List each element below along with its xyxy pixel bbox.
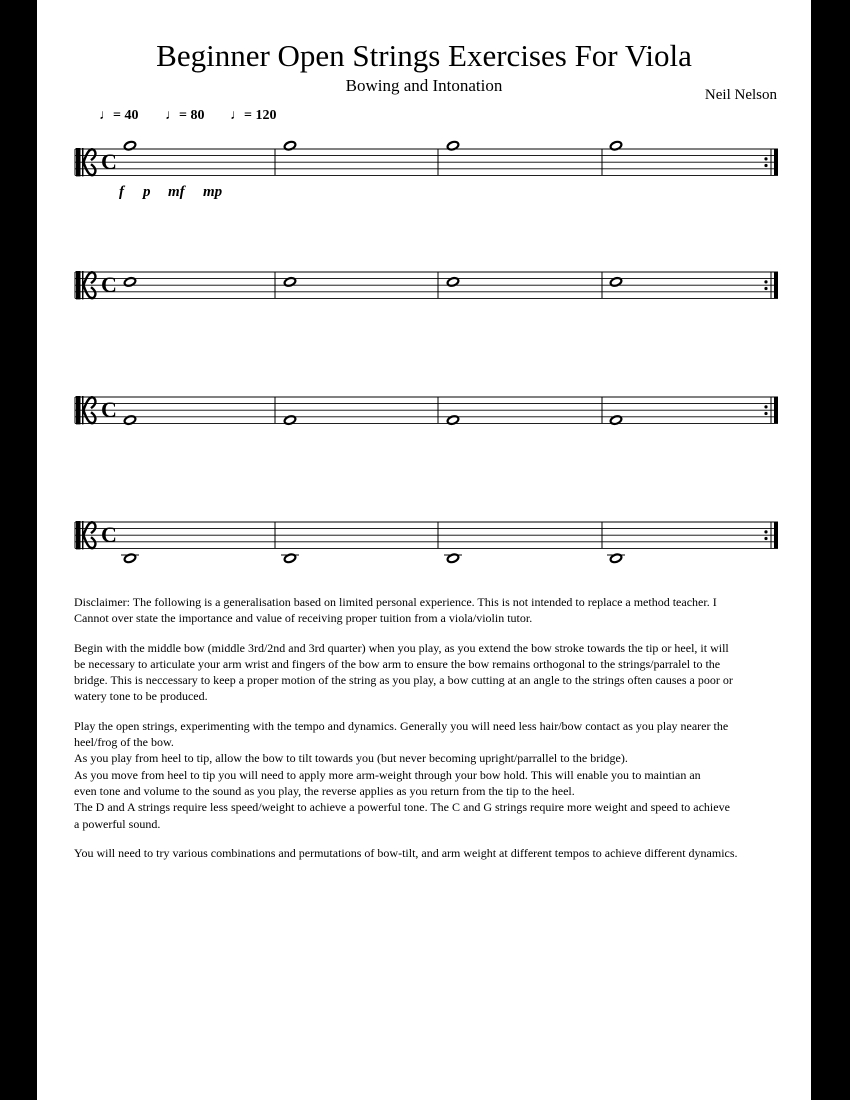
text-line: The D and A strings require less speed/weight to achieve a powerful tone. The C and G strings require more weight and speed to achieve [74, 800, 730, 815]
dynamic-mezzo-forte: mf [168, 184, 185, 200]
final-barline [774, 397, 778, 423]
repeat-dot [764, 157, 767, 160]
text-line: bridge. This is neccessary to keep a proper motion of the string as you play, a bow cutting at an angle to the strings often causes a poor or [74, 673, 733, 688]
instructions-text [74, 594, 799, 874]
quarter-note-icon: ♩ [230, 108, 244, 123]
repeat-dot [764, 412, 767, 415]
final-barline [774, 149, 778, 175]
page-title: Beginner Open Strings Exercises For Viola [156, 38, 692, 73]
text-line: watery tone to be produced. [74, 689, 208, 704]
quarter-note-icon: ♩ [99, 108, 113, 123]
text-line: even tone and volume to the sound as you play, the reverse applies as you return from the tip to the heel. [74, 783, 575, 798]
text-line: You will need to try various combinations and permutations of bow-tilt, and arm weight at different tempos to achieve different dynamics. [74, 845, 738, 860]
repeat-dot [764, 287, 767, 290]
common-time-icon: C [101, 149, 117, 175]
text-line: As you move from heel to tip you will need to apply more arm-weight through your bow hold. This will enable you to maintian an [74, 767, 701, 782]
bowing-paragraph [74, 640, 799, 705]
common-time-icon: C [101, 397, 117, 423]
quarter-note-icon: ♩ [165, 108, 179, 123]
composer-name: Neil Nelson [704, 87, 777, 103]
text-line: a powerful sound. [74, 816, 161, 831]
dynamic-forte: f [119, 184, 124, 200]
text-line: heel/frog of the bow. [74, 735, 174, 750]
final-barline [774, 272, 778, 298]
repeat-dot [764, 530, 767, 533]
text-line: Disclaimer: The following is a generalisation based on limited personal experience. This is not intended to replace a method teacher. I [74, 595, 717, 609]
repeat-dot [764, 537, 767, 540]
repeat-dot [764, 164, 767, 167]
common-time-icon: C [101, 522, 117, 548]
tempo-value: = 80 [179, 108, 205, 123]
text-line: be necessary to articulate your arm wrist and fingers of the bow arm to ensure the bow remains orthogonal to the strings/parralel to the [74, 656, 721, 671]
tempo-value: = 40 [113, 108, 139, 123]
common-time-icon: C [101, 272, 117, 298]
repeat-dot [764, 405, 767, 408]
text-line: Begin with the middle bow (middle 3rd/2nd and 3rd quarter) when you play, as you extend the bow stroke towards the tip or heel, it will [74, 640, 729, 655]
summary-paragraph [74, 845, 799, 861]
dynamic-piano: p [143, 184, 151, 200]
tempo-value: = 120 [244, 108, 277, 123]
dynamic-mezzo-piano: mp [203, 184, 223, 200]
practice-paragraph [74, 718, 799, 832]
text-line: As you play from heel to tip, allow the bow to tilt towards you (but never becoming upright/parrallel to the bridge). [74, 751, 628, 766]
page-subtitle: Bowing and Intonation [345, 76, 503, 95]
disclaimer-paragraph [74, 594, 799, 627]
text-line: Play the open strings, experimenting with the tempo and dynamics. Generally you will need less hair/bow contact as you play nearer the [74, 718, 729, 733]
text-line: Cannot over state the importance and value of receiving proper tuition from a viola/violin tutor. [74, 611, 533, 626]
sheet-music-page [37, 0, 811, 1100]
music-score [37, 0, 811, 580]
final-barline [774, 522, 778, 548]
repeat-dot [764, 280, 767, 283]
